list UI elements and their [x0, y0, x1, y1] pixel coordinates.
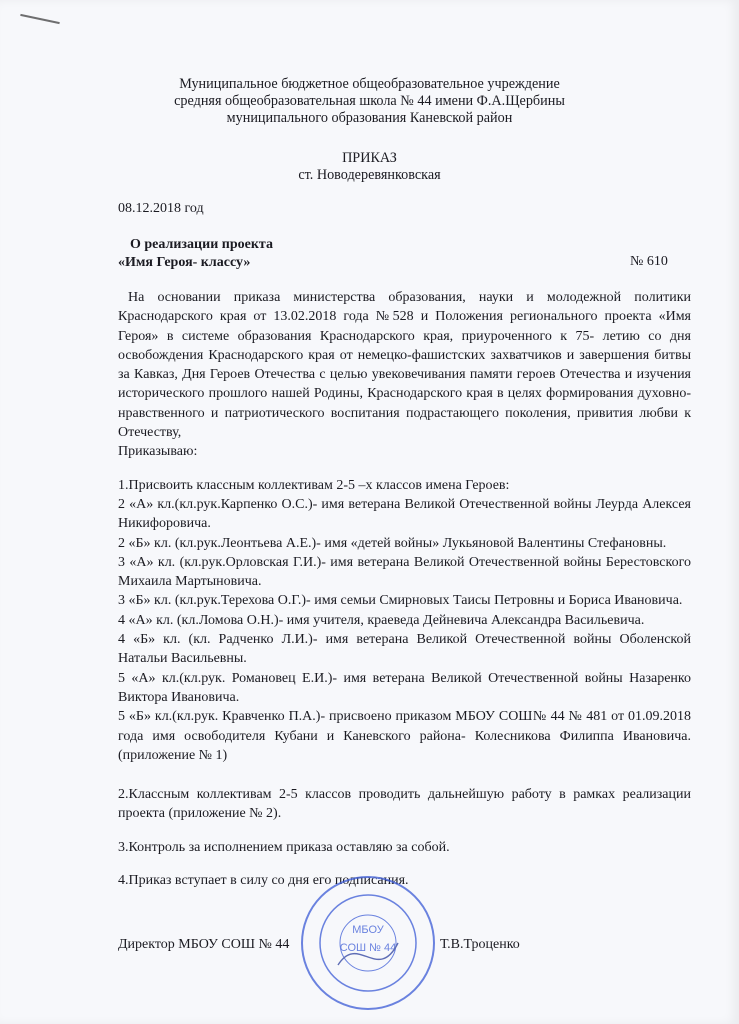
signature-position: Директор МБОУ СОШ № 44: [118, 937, 290, 952]
document-title: [0, 150, 739, 184]
item-4b: 4 «Б» кл. (кл. Радченко Л.И.)- имя ветерана Великой Отечественной войны Оболенской Натальи Васильевны.: [118, 632, 691, 667]
item-5b: 5 «Б» кл.(кл.рук. Кравченко П.А.)- присвоено приказом МБОУ СОШ№ 44 № 481 от 01.09.2018 года имя освободителя Кубани и Каневского района- Колесникова Филиппа Ивановича. (приложение № 1): [118, 709, 691, 763]
subject-line-1: О реализации проекта: [130, 237, 273, 252]
subject-line-2: «Имя Героя- классу»: [118, 255, 251, 270]
header-line-1: Муниципальное бюджетное общеобразовательное учреждение: [179, 76, 560, 92]
title-place: ст. Новодеревянковская: [298, 167, 441, 183]
scan-artifact: [20, 14, 60, 24]
orders-word: Приказываю:: [118, 444, 198, 460]
item-4a: 4 «А» кл. (кл.Ломова О.Н.)- имя учителя, краеведа Дейневича Александра Васильевича.: [118, 612, 645, 628]
stamp-top-text: МБОУ: [352, 924, 384, 936]
preamble: На основании приказа министерства образования, науки и молодежной политики Краснодарского края от 13.02.2018 года №528 и Положения регионального проекта «Имя Героя» в системе образования Краснодарского края, приуроченного к 75- летию со дня освобождения Краснодарского края от немецко-фашистских захватчиков и завершения битвы за Кавказ, Дня Героев Отечества с целью увековечивания памяти героев Отечества и изучения исторического прошлого нашей Родины, Краснодарского края в целях формирования духовно-нравственного и патриотического воспитания подрастающего поколения, привития любви к Отечеству,: [118, 290, 691, 441]
item-2b: 2 «Б» кл. (кл.рук.Леонтьева А.Е.)- имя «детей войны» Лукьяновой Валентины Стефановны.: [118, 535, 667, 551]
header-line-3: муниципального образования Каневской район: [226, 110, 513, 126]
document-date: 08.12.2018 год: [118, 201, 204, 216]
signature-name: Т.В.Троценко: [440, 937, 520, 952]
title-heading: ПРИКАЗ: [342, 150, 397, 166]
item-2a: 2 «А» кл.(кл.рук.Карпенко О.С.)- имя ветерана Великой Отечественной войны Леурда Алексея Никифоровича.: [118, 496, 691, 532]
signature-block: [118, 937, 678, 953]
order-subject: [118, 236, 273, 272]
header-line-2: средняя общеобразовательная школа № 44 имени Ф.А.Щербины: [174, 93, 565, 109]
item-1: 1.Присвоить классным коллективам 2-5 –х классов имена Героев:: [118, 477, 510, 493]
order-body: [118, 288, 691, 890]
item-3a: 3 «А» кл. (кл.рук.Орловская Г.И.)- имя ветерана Великой Отечественной войны Берестовского Михаила Мартыновича.: [118, 554, 691, 590]
point-2: 2.Классным коллективам 2-5 классов проводить дальнейшую работу в рамках реализации проекта (приложение № 2).: [118, 787, 691, 822]
item-3b: 3 «Б» кл. (кл.рук.Терехова О.Г.)- имя семьи Смирновых Таисы Петровны и Бориса Ивановича.: [118, 593, 683, 609]
order-number: № 610: [630, 254, 668, 269]
institution-header: [0, 76, 739, 127]
item-5a: 5 «А» кл.(кл.рук. Романовец Е.И.)- имя ветерана Великой Отечественной войны Назаренко Виктора Ивановича.: [118, 670, 691, 705]
point-4: 4.Приказ вступает в силу со дня его подписания.: [118, 873, 409, 889]
point-3: 3.Контроль за исполнением приказа оставляю за собой.: [118, 839, 450, 855]
stamp-bottom-text: СОШ № 44: [339, 942, 397, 954]
